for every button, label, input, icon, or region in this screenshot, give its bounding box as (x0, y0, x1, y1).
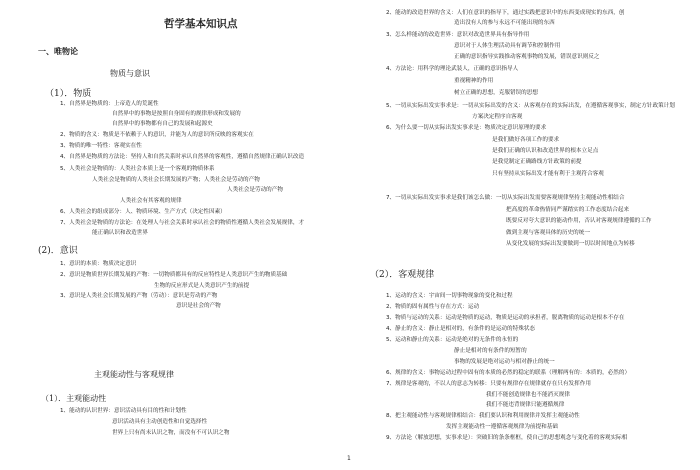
text-line: 我们不能违背规律只能遵循规律 (486, 402, 565, 408)
text-line: 意识是社会的产物 (176, 303, 221, 309)
text-line: 事物的发展是绝对运动与相对静止的统一 (454, 359, 555, 365)
text-line: 发挥主观能动性一遵循客观规律为前提和基础 (446, 424, 558, 430)
text-line: 6、为什么要一切从实际出发实事求是：物质决定意识原理的要求 (386, 125, 547, 131)
text-line: 是我党制定正确路线方针政策的前提 (492, 159, 582, 165)
text-line: 生物的反应形式是人类意识产生的前提 (154, 283, 250, 289)
part-heading-subjective-initiative: （1）．主观能动性 (41, 394, 107, 403)
text-line: 做到主观与客观具体的历史的统一 (506, 230, 590, 236)
text-line: 7、规律是客观的，不以人的意志为转移：只要有规律存在规律就存在只有发挥作用 (386, 381, 591, 387)
subheading-matter-consciousness: 物质与意识 (110, 69, 150, 78)
page-title: 哲学基本知识点 (164, 18, 238, 30)
text-line: 意识活动具有主动创造性和自觉选择性 (112, 419, 208, 425)
text-line: 5、一切从实际出发实事求是：一切从实际出发的含义：从客观存在的实际出发，在遵循客观事实，制定方针政策计划 (386, 103, 675, 109)
text-line: 我们不能创造规律也不能消灭规律 (486, 392, 570, 398)
text-line: 9、方法论（解放思想，实事求是）：突破旧的条条框框，使自己的思想观念与变化着的客观实际相 (386, 435, 628, 441)
text-line: 从变化发展的实际出发要做到一切以时间地点为转移 (506, 241, 635, 247)
text-line: 把高度的革命热情同严谨踏实的工作态度结合起来 (506, 207, 630, 213)
text-line: 1、意识的本质：物质决定意识 (60, 261, 137, 267)
text-line: 既要反对夸大意识的能动作用，否认对客观规律遵循的工作 (506, 218, 652, 224)
text-line: 是我们做好各项工作的要求 (492, 137, 560, 143)
text-line: 8、把主观能动性与客观规律相结合：我们要认识和利用规律并发挥主观能动性 (386, 413, 580, 419)
text-line: 自然界中的事物是按照自身固有的规律形成和发展的 (112, 111, 241, 117)
text-line: 1、自然界是物质的：上帝造人的荒诞性 (60, 101, 159, 107)
text-line: 意识对于人体生理活动具有调节和控制作用 (454, 43, 561, 49)
text-line: 4、自然界是物质的方法论：坚持人和自然关系时承认自然界的客观性，遵循自然规律正确认识改造 (60, 154, 305, 160)
text-line: 人类社会是物质的人类社会长期发展的产物；人类社会是劳动的产物 (92, 177, 260, 183)
text-line: 4、静止的含义：静止是相对的，有条件的是运动的特殊状态 (386, 326, 535, 332)
part-heading-objective-law: （2）．客观规律 (370, 270, 435, 280)
text-line: 2、物质的固有属性与存在方式：运动 (386, 304, 480, 310)
text-line: 5、运动和静止的关系：运动是绝对的无条件的永恒的 (386, 337, 519, 343)
text-line: 是我们正确的认识和改造世界的根本立足点 (492, 148, 599, 154)
text-line: 造出没有人的参与永远不可能出现的东西 (454, 20, 555, 26)
section-heading-materialism: 一、唯物论 (38, 46, 78, 56)
text-line: 5、人类社会是物质的：人类社会本质上是一个客观的物质体系 (60, 166, 215, 172)
text-line: 3、怎么样能动的改造世界：意识对改造世界具有指导作用 (386, 32, 530, 38)
text-line: 能正确认识和改造世界 (92, 230, 148, 236)
text-line: 1、运动的含义：宇宙间一切事物现象的变化和过程 (386, 293, 513, 299)
text-line: 静止是相对的有条件的短暂的 (454, 348, 527, 354)
text-line: 7、人类社会是物质的方法论：在处理人与社会关系时承认社会的物质性遵循人类社会发展规律，才 (60, 220, 305, 226)
text-line: 2、能动的改造世界的含义：人们在意识的指导下，通过实践把意识中的东西变成现实的东西，创 (386, 10, 625, 16)
text-line: 2、物质的含义：物质是不依赖于人的意识，并能为人的意识所反映的客观实在 (60, 132, 254, 138)
text-line: 3、物质的唯一特性：客观实在性 (60, 143, 142, 149)
text-line: 4、方法论：用科学的理论武装人，正确的意识指导人 (386, 66, 519, 72)
section-heading-subjective-objective: 主观能动性与客观规律 (94, 370, 174, 379)
text-line: 方案决定程序自客观 (472, 114, 523, 120)
text-line: 自然界中的事物都有自己的发展和起源史 (112, 121, 213, 127)
text-line: 6、规律的含义：事物运动过程中固有的本质的必然的稳定的联系（理解两有的：本质的，必然的） (386, 370, 631, 376)
text-line: 世界上只有尚未认识之物，而没有不可认识之物 (112, 430, 230, 436)
text-line: 6、人类社会的组成部分：人、物质环境、生产方式（决定性因素） (60, 209, 226, 215)
text-line: 人类社会是劳动的产物 (227, 187, 283, 193)
text-line: 重视精神的作用 (454, 78, 494, 84)
part-heading-matter: （1）．物质 (45, 89, 92, 99)
text-line: 人类社会有其客观的规律 (120, 198, 182, 204)
text-line: 3、意识是人类社会长期发展的产物（劳动）：意识是劳动的产物 (60, 293, 218, 299)
page-number: 1 (347, 455, 351, 462)
text-line: 只有坚持从实际出发才能有利于主观符合客观 (492, 171, 604, 177)
text-line: 3、物质与运动的关系：运动是物质的运动，物质是运动的承担者，脱离物质的运动是根本不存在 (386, 315, 625, 321)
text-line: 7、一切从实际出发实事求是我们该怎么做：一切从实际出发需要客观规律坚持主观能动性相结合 (386, 195, 625, 201)
text-line: 树立正确的思想，克服错误的思想 (454, 90, 538, 96)
text-line: 2、意识是物质世界长期发展的产物：一切物质都具有的反应特性是人类意识产生的物质基础 (60, 272, 288, 278)
part-heading-consciousness: (2)．意识 (38, 246, 78, 256)
text-line: 正确的意识指导实践推动客观事物的发展，错误意识则反之 (454, 54, 600, 60)
text-line: 1、能动的认识世界：意识活动具有目的性和计划性 (60, 408, 187, 414)
